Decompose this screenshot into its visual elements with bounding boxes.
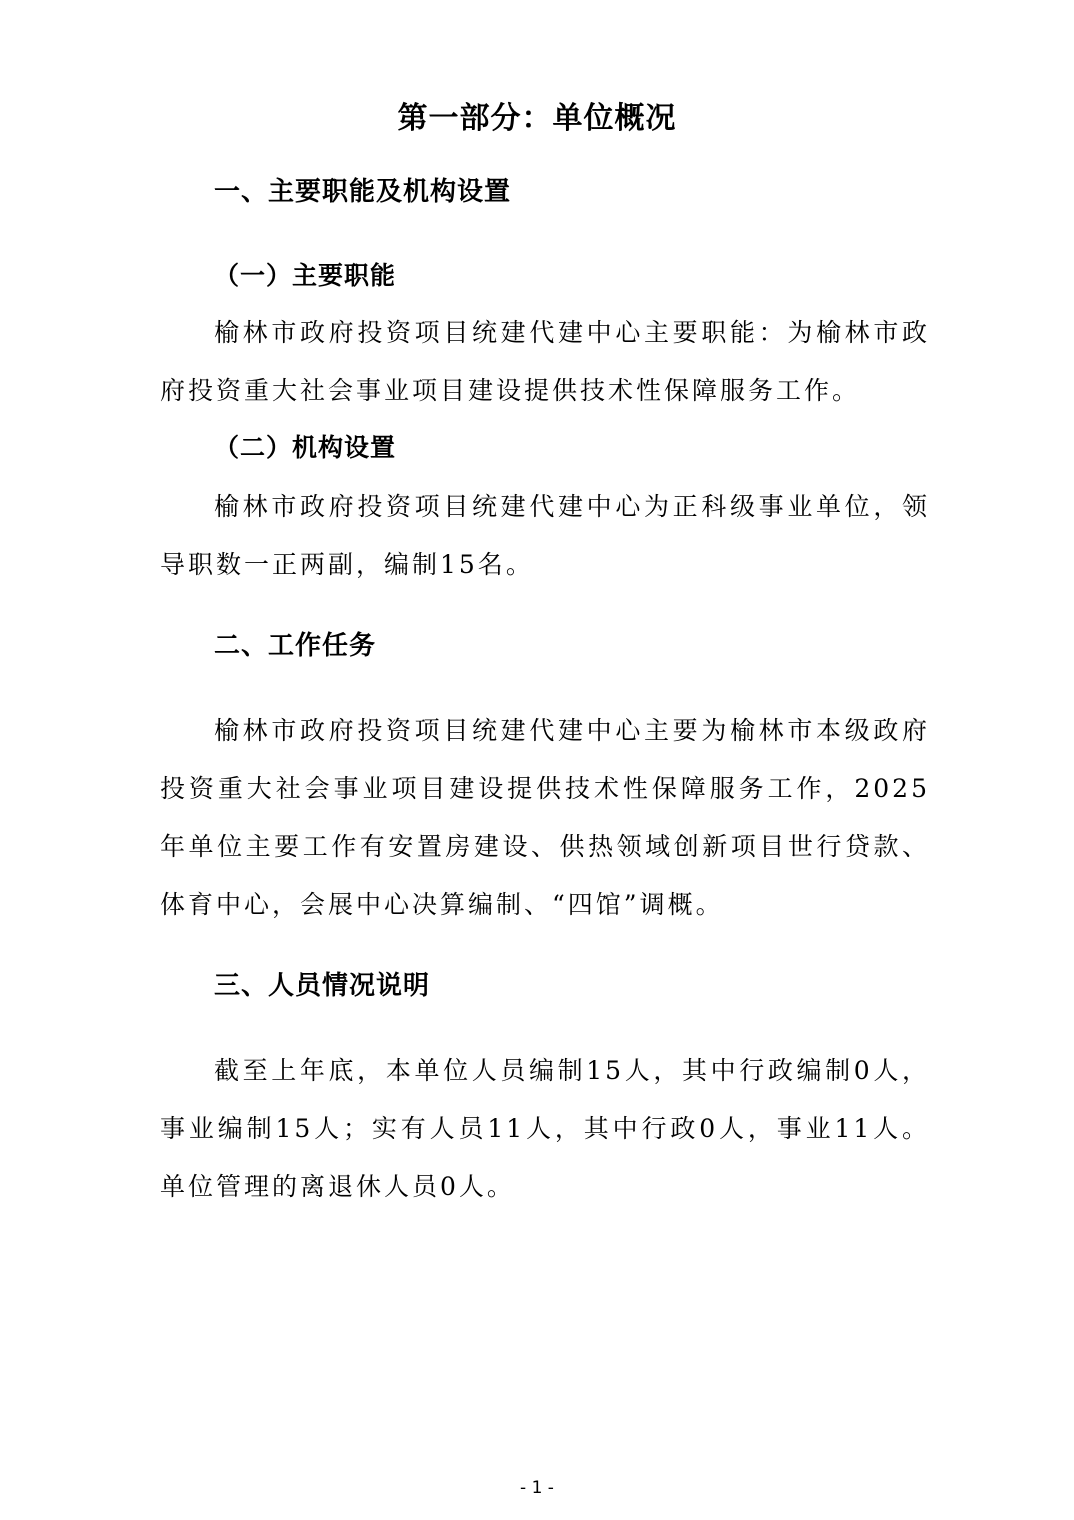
section-heading-tasks: 二、工作任务: [214, 631, 377, 661]
paragraph-tasks: 榆林市政府投资项目统建代建中心主要为榆林市本级政府投资重大社会事业项目建设提供技术性保障服务工作，2025年单位主要工作有安置房建设、供热领域创新项目世行贷款、体育中心，会展中心决算编制、“四馆”调概。: [160, 716, 930, 919]
subheading-main-functions: （一）主要职能: [214, 261, 397, 290]
paragraph-staff: 截至上年底，本单位人员编制15人，其中行政编制0人，事业编制15人；实有人员11人，其中行政0人，事业11人。单位管理的离退休人员0人。: [160, 1056, 930, 1201]
paragraph-structure: 榆林市政府投资项目统建代建中心为正科级事业单位，领导职数一正两副，编制15名。: [160, 492, 930, 579]
page-number: - 1 -: [520, 1478, 554, 1498]
paragraph-main-functions: 榆林市政府投资项目统建代建中心主要职能：为榆林市政府投资重大社会事业项目建设提供技术性保障服务工作。: [160, 318, 930, 405]
section-heading-staff: 三、人员情况说明: [214, 971, 431, 1001]
page-title: 第一部分：单位概况: [397, 101, 677, 136]
section-heading-functions-structure: 一、主要职能及机构设置: [214, 177, 512, 207]
subheading-structure: （二）机构设置: [214, 433, 397, 462]
